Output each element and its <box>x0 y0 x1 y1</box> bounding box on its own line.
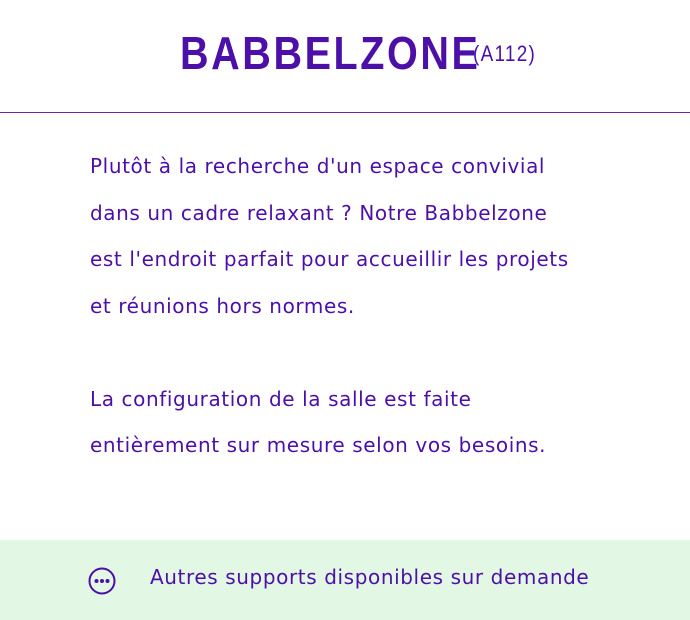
room-code: (A112) <box>473 41 537 66</box>
description-line: est l'endroit parfait pour accueillir les projets <box>90 247 569 271</box>
description <box>90 143 630 469</box>
footer-text: Autres supports disponibles sur demande <box>150 565 590 589</box>
description-line: Plutôt à la recherche d'un espace convivial <box>90 154 546 178</box>
description-line: dans un cadre relaxant ? Notre Babbelzone <box>90 200 548 225</box>
more-dots-circle-icon <box>88 567 116 595</box>
footer-banner <box>0 540 690 620</box>
paragraph-spacer <box>90 329 630 376</box>
header <box>0 0 690 113</box>
description-line: La configuration de la salle est faite <box>90 386 472 411</box>
description-line: entièrement sur mesure selon vos besoins. <box>90 433 547 457</box>
description-line: et réunions hors normes. <box>90 293 355 318</box>
page-title: BABBELZONE <box>180 27 481 79</box>
